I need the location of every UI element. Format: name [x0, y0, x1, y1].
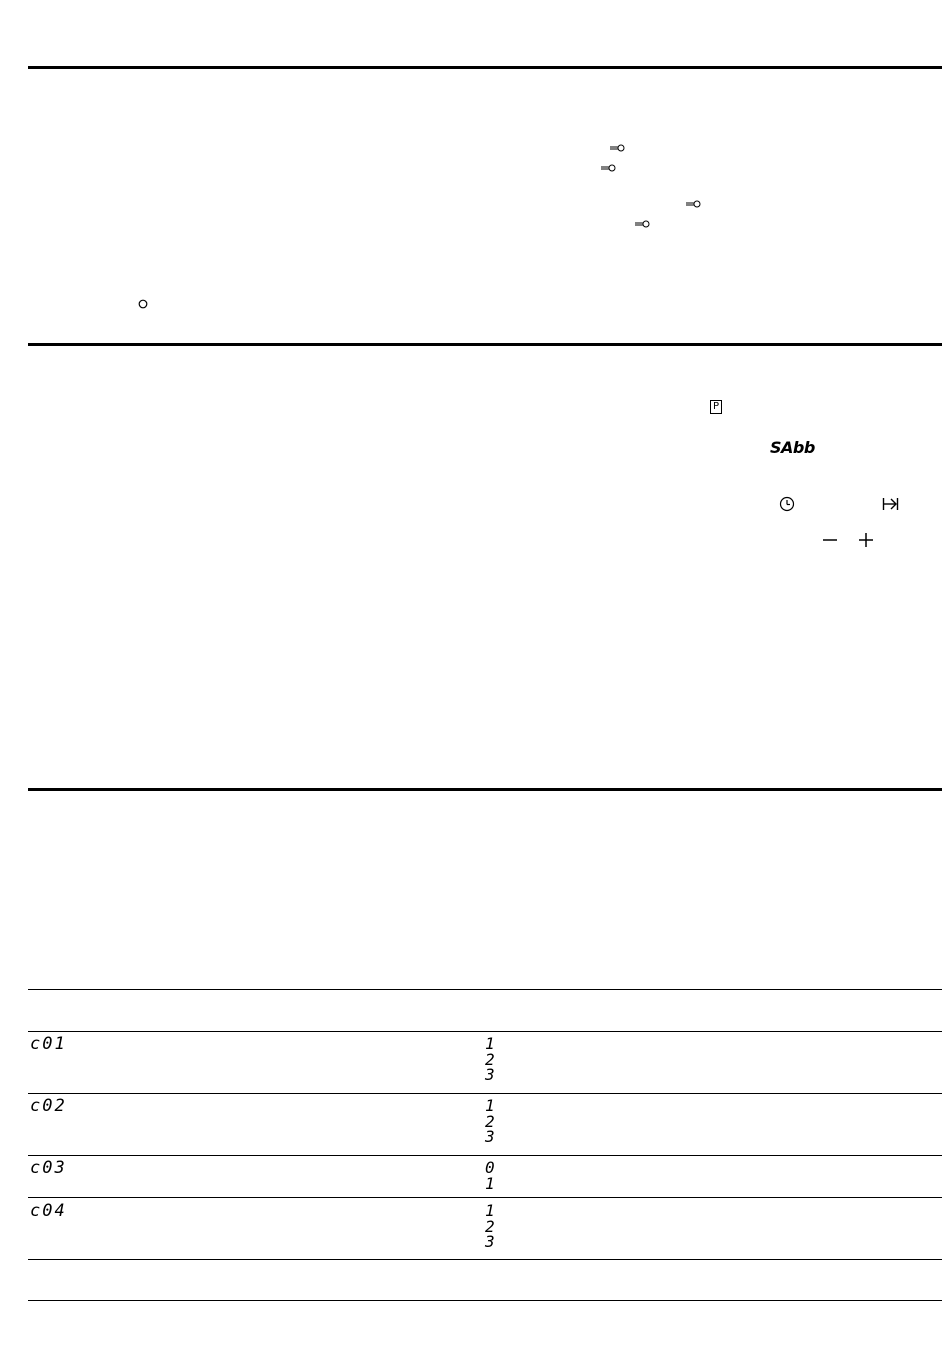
option-value: 2 — [485, 1216, 495, 1236]
key-icon — [634, 219, 650, 229]
setting-options — [485, 1036, 495, 1083]
plus-icon — [857, 531, 875, 549]
table-row-divider — [28, 1259, 942, 1260]
setting-options — [485, 1203, 495, 1250]
display-readout: SAbb — [770, 438, 815, 457]
key-icon — [600, 163, 616, 173]
table-rule-header-bottom — [28, 1031, 942, 1032]
circle-icon — [138, 299, 148, 309]
p-button-symbol: P — [710, 400, 722, 414]
option-value: 3 — [485, 1127, 495, 1146]
table-rule-bottom — [28, 1300, 942, 1301]
skip-forward-icon — [882, 496, 900, 512]
setting-code: c02 — [30, 1096, 67, 1116]
table-row-divider — [28, 1155, 942, 1156]
key-icon — [609, 143, 625, 153]
option-value: 3 — [485, 1065, 495, 1084]
setting-code: c04 — [30, 1201, 67, 1221]
section-rule-top — [28, 66, 942, 69]
option-value: 1 — [485, 1173, 495, 1193]
section-rule-lower — [28, 788, 942, 791]
option-value: 3 — [485, 1232, 495, 1251]
table-rule-header-top — [28, 989, 942, 990]
clock-icon — [779, 496, 795, 512]
table-row-divider — [28, 1093, 942, 1094]
setting-code: c01 — [30, 1034, 67, 1054]
key-icon — [685, 199, 701, 209]
table-row-divider — [28, 1197, 942, 1198]
setting-options — [485, 1098, 495, 1145]
option-value: 1 — [485, 1034, 495, 1053]
option-value: 2 — [485, 1049, 495, 1069]
option-value: 1 — [485, 1201, 495, 1220]
option-value: 1 — [485, 1096, 495, 1115]
option-value: 2 — [485, 1111, 495, 1131]
option-value: 0 — [485, 1158, 495, 1177]
setting-code: c03 — [30, 1158, 67, 1178]
section-rule-middle — [28, 343, 942, 346]
minus-icon — [821, 531, 839, 549]
setting-options — [485, 1160, 495, 1191]
